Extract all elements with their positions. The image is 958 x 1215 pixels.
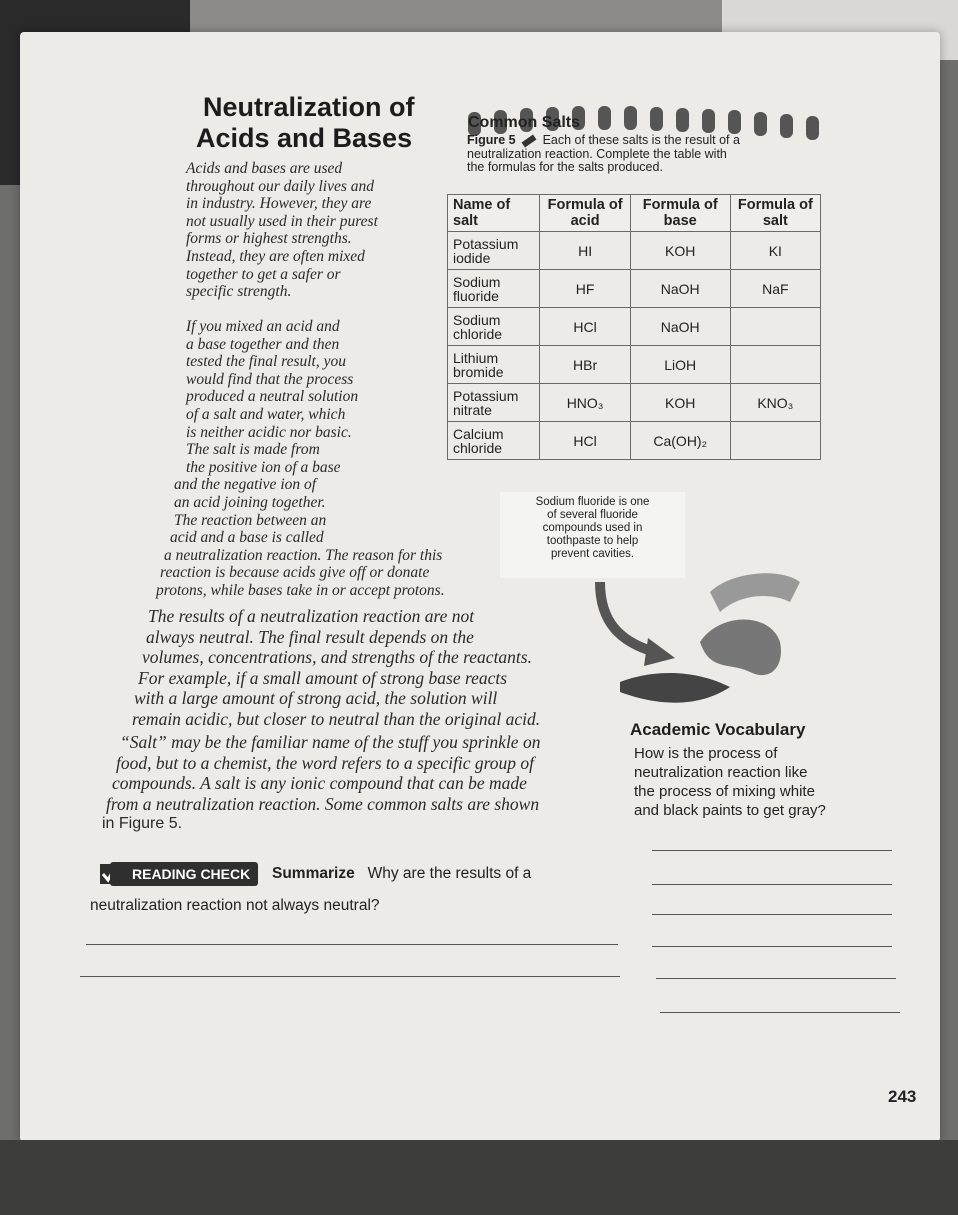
figure-title: Common Salts bbox=[468, 114, 581, 131]
toothpaste-callout bbox=[500, 492, 685, 578]
acid-formula: HCl bbox=[540, 308, 630, 346]
vocab-answer-line[interactable] bbox=[652, 914, 892, 915]
text-line: “Salt” may be the familiar name of the stuff you sprinkle on bbox=[120, 732, 541, 752]
table-header-row bbox=[448, 195, 821, 232]
salt-name: Potassium nitrate bbox=[448, 384, 540, 422]
text-line: compounds. A salt is any ionic compound that can be made bbox=[112, 773, 527, 793]
text-line: the positive ion of a base bbox=[186, 458, 341, 476]
vocab-answer-line[interactable] bbox=[652, 850, 892, 851]
summarize-label: Summarize bbox=[272, 865, 355, 882]
text-line: remain acidic, but closer to neutral than the original acid. bbox=[132, 708, 541, 729]
vocab-title: Academic Vocabulary bbox=[630, 720, 806, 739]
base-formula: KOH bbox=[630, 384, 730, 422]
common-salts-table bbox=[447, 194, 821, 460]
salt-formula-cell[interactable] bbox=[730, 308, 820, 346]
salt-name: Potassium iodide bbox=[448, 232, 540, 270]
callout-line: Sodium fluoride is one bbox=[535, 496, 650, 508]
vocab-line: How is the process of bbox=[634, 745, 778, 762]
text-line: together to get a safer or bbox=[186, 265, 341, 283]
reading-check-question bbox=[272, 865, 531, 883]
vocab-answer-line[interactable] bbox=[652, 946, 892, 947]
text-line: would find that the process bbox=[186, 370, 354, 388]
vocab-question bbox=[634, 744, 894, 820]
table-row bbox=[448, 308, 821, 346]
toothpaste-tube-icon bbox=[710, 573, 800, 612]
vocab-answer-line[interactable] bbox=[656, 978, 896, 979]
salt-name: Sodium fluoride bbox=[448, 270, 540, 308]
text-line: reaction is because acids give off or donate bbox=[160, 564, 430, 582]
base-formula: LiOH bbox=[630, 346, 730, 384]
base-formula: Ca(OH)₂ bbox=[630, 422, 730, 460]
text-line: volumes, concentrations, and strengths of the reactants. bbox=[142, 647, 532, 667]
acid-formula: HNO₃ bbox=[540, 384, 630, 422]
question-line-2: neutralization reaction not always neutral? bbox=[90, 897, 380, 914]
base-formula: NaOH bbox=[630, 308, 730, 346]
text-line: of a salt and water, which bbox=[186, 405, 346, 423]
acid-formula: HCl bbox=[540, 422, 630, 460]
text-line: forms or highest strengths. bbox=[186, 230, 352, 248]
base-formula: KOH bbox=[630, 232, 730, 270]
header-base: Formula of base bbox=[630, 195, 730, 232]
text-line: If you mixed an acid and bbox=[186, 318, 340, 335]
vocab-line: and black paints to get gray? bbox=[634, 802, 826, 819]
table-row bbox=[448, 232, 821, 270]
text-line: a neutralization reaction. The reason for this bbox=[164, 546, 443, 564]
header-acid: Formula of acid bbox=[540, 195, 630, 232]
text-line: For example, if a small amount of strong base reacts bbox=[138, 667, 508, 688]
header-salt: Formula of salt bbox=[730, 195, 820, 232]
header-name: Name of salt bbox=[448, 195, 540, 232]
base-formula: NaOH bbox=[630, 270, 730, 308]
text-line: The salt is made from bbox=[186, 441, 320, 459]
text-line: with a large amount of strong acid, the solution will bbox=[134, 688, 498, 708]
table-row bbox=[448, 422, 821, 460]
heading-line-2: Acids and Bases bbox=[196, 123, 413, 153]
question-line: Why are the results of a bbox=[367, 865, 532, 882]
table-row bbox=[448, 270, 821, 308]
salt-formula-cell[interactable]: NaF bbox=[730, 270, 820, 308]
text-line: in industry. However, they are bbox=[186, 195, 372, 213]
acid-formula: HBr bbox=[540, 346, 630, 384]
text-line: is neither acidic nor basic. bbox=[186, 423, 352, 441]
text-line: produced a neutral solution bbox=[186, 388, 359, 406]
vocab-answer-line[interactable] bbox=[660, 1012, 900, 1013]
text-line: throughout our daily lives and bbox=[186, 177, 374, 195]
paragraph-results bbox=[132, 606, 632, 729]
table-row bbox=[448, 384, 821, 422]
callout-line: of several fluoride bbox=[547, 509, 638, 521]
text-line: Acids and bases are used bbox=[186, 160, 343, 177]
salt-name: Lithium bromide bbox=[448, 346, 540, 384]
pencil-icon bbox=[522, 135, 537, 148]
callout-line: toothpaste to help bbox=[546, 535, 639, 547]
caption-line: neutralization reaction. Complete the table with bbox=[467, 146, 727, 161]
heading-line-1: Neutralization of bbox=[203, 92, 415, 122]
background-strip bbox=[0, 1140, 958, 1215]
text-line: acid and a base is called bbox=[170, 529, 324, 547]
text-line: tested the final result, you bbox=[186, 353, 346, 371]
salt-name: Sodium chloride bbox=[448, 308, 540, 346]
salt-formula-cell[interactable] bbox=[730, 422, 820, 460]
text-line: specific strength. bbox=[186, 283, 292, 301]
salt-formula-cell[interactable]: KI bbox=[730, 232, 820, 270]
figure-label: Figure 5 bbox=[467, 133, 516, 147]
reading-check-answer-line[interactable] bbox=[86, 944, 618, 945]
reading-check-badge: READING CHECK bbox=[110, 862, 258, 886]
intro-paragraph bbox=[186, 160, 426, 301]
arrow-head-icon bbox=[644, 638, 675, 666]
salt-formula-cell[interactable] bbox=[730, 346, 820, 384]
caption-line: Each of these salts is the result of a bbox=[542, 133, 740, 147]
caption-line: the formulas for the salts produced. bbox=[467, 160, 663, 174]
vocab-answer-line[interactable] bbox=[652, 884, 892, 885]
toothbrush-paste-icon bbox=[620, 673, 730, 703]
text-line: not usually used in their purest bbox=[186, 212, 378, 230]
paragraph-salt bbox=[100, 732, 640, 835]
arrow-icon bbox=[600, 582, 655, 652]
callout-line: prevent cavities. bbox=[550, 548, 635, 560]
vocab-line: neutralization reaction like bbox=[634, 764, 808, 781]
salt-name: Calcium chloride bbox=[448, 422, 540, 460]
vocab-line: the process of mixing white bbox=[634, 783, 815, 800]
page-number: 243 bbox=[888, 1087, 917, 1106]
text-line: The reaction between an bbox=[174, 511, 327, 529]
text-line: an acid joining together. bbox=[174, 493, 326, 511]
text-line: food, but to a chemist, the word refers to a specific group of bbox=[116, 752, 535, 773]
text-line: The results of a neutralization reaction are not bbox=[148, 606, 475, 626]
acid-formula: HF bbox=[540, 270, 630, 308]
text-line: and the negative ion of bbox=[174, 476, 317, 494]
callout-line: compounds used in bbox=[542, 522, 643, 534]
salt-formula-cell[interactable]: KNO₃ bbox=[730, 384, 820, 422]
figure-caption bbox=[467, 134, 817, 175]
text-line: Instead, they are often mixed bbox=[186, 247, 365, 265]
reading-check-answer-line[interactable] bbox=[80, 976, 620, 977]
text-line: from a neutralization reaction. Some common salts are shown bbox=[106, 793, 540, 814]
text-line: in Figure 5. bbox=[102, 815, 183, 832]
toothpaste-squeeze-icon bbox=[700, 620, 781, 676]
table-row bbox=[448, 346, 821, 384]
acid-formula: HI bbox=[540, 232, 630, 270]
text-line: protons, while bases take in or accept protons. bbox=[156, 581, 445, 599]
textbook-page bbox=[20, 32, 940, 1142]
toothpaste-illustration bbox=[580, 572, 900, 722]
text-line: a base together and then bbox=[186, 335, 340, 353]
text-line: always neutral. The final result depends on the bbox=[146, 626, 474, 647]
